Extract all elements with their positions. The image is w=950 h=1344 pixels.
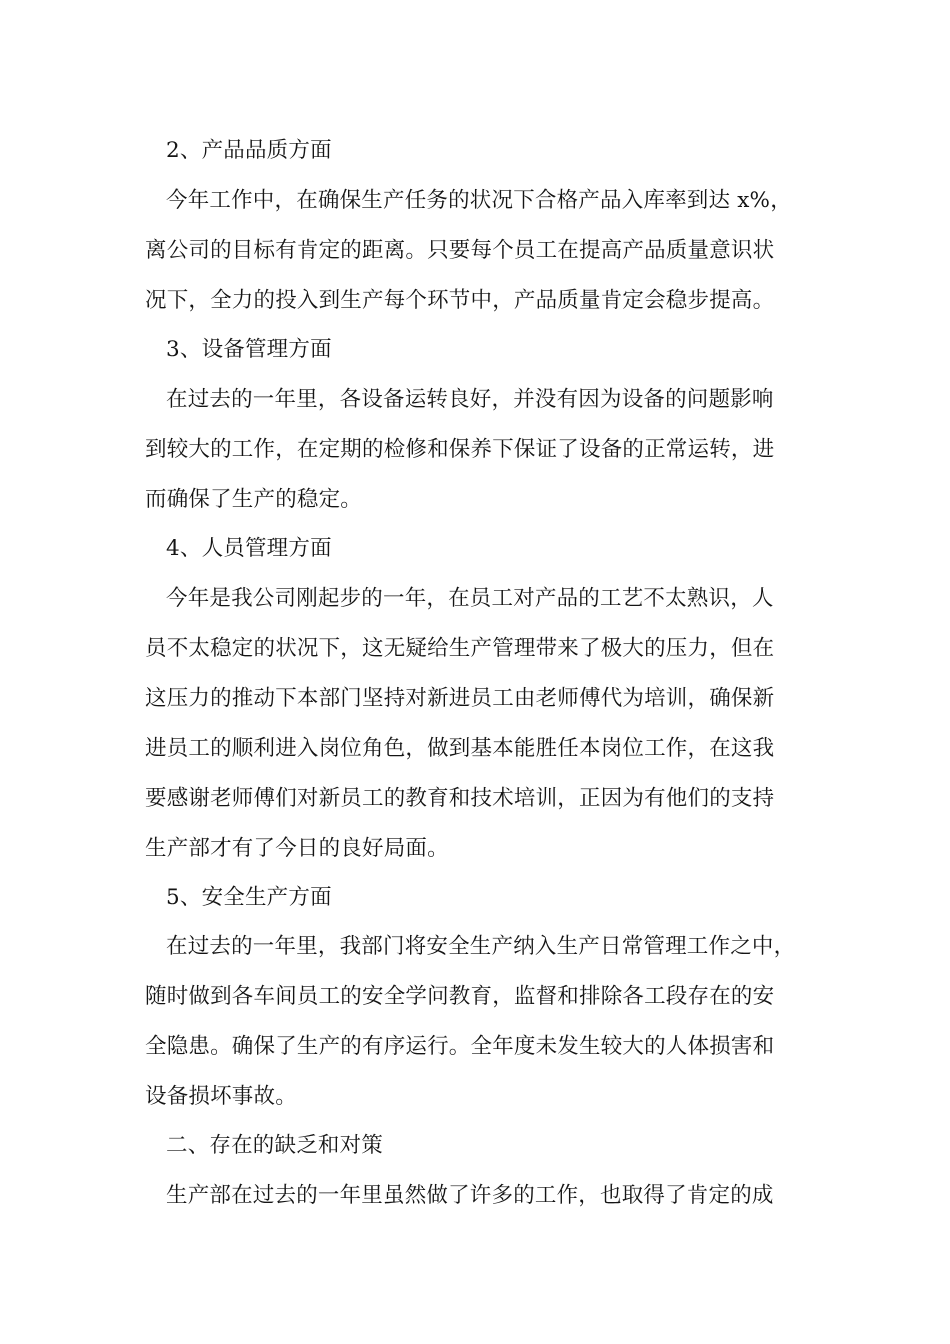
paragraph-line: 这压力的推动下本部门坚持对新进员工由老师傅代为培训，确保新 [145, 686, 775, 711]
paragraph-line: 生产部才有了今日的良好局面。 [145, 836, 449, 861]
paragraph-line: 员不太稳定的状况下，这无疑给生产管理带来了极大的压力，但在 [145, 636, 775, 661]
paragraph-line: 随时做到各车间员工的安全学问教育，监督和排除各工段存在的安 [145, 984, 775, 1009]
section-heading-safety-production: 5、安全生产方面 [166, 885, 332, 910]
section-heading-personnel-management: 4、人员管理方面 [166, 536, 332, 561]
paragraph-line: 今年工作中，在确保生产任务的状况下合格产品入库率到达 x%， [166, 188, 792, 213]
section-heading-equipment-management: 3、设备管理方面 [166, 337, 332, 362]
paragraph-line: 到较大的工作，在定期的检修和保养下保证了设备的正常运转，进 [145, 437, 775, 462]
paragraph-line: 生产部在过去的一年里虽然做了许多的工作，也取得了肯定的成 [166, 1183, 774, 1208]
section-heading-product-quality: 2、产品品质方面 [166, 138, 332, 163]
paragraph-line: 在过去的一年里，我部门将安全生产纳入生产日常管理工作之中， [166, 934, 796, 959]
paragraph-line: 全隐患。确保了生产的有序运行。全年度未发生较大的人体损害和 [145, 1034, 775, 1059]
paragraph-line: 在过去的一年里，各设备运转良好，并没有因为设备的问题影响 [166, 387, 774, 412]
paragraph-line: 要感谢老师傅们对新员工的教育和技术培训，正因为有他们的支持 [145, 786, 775, 811]
paragraph-line: 今年是我公司刚起步的一年，在员工对产品的工艺不太熟识，人 [166, 586, 774, 611]
paragraph-line: 设备损坏事故。 [145, 1084, 297, 1109]
paragraph-line: 况下，全力的投入到生产每个环节中，产品质量肯定会稳步提高。 [145, 288, 775, 313]
section-heading-shortcomings: 二、存在的缺乏和对策 [166, 1133, 384, 1158]
paragraph-line: 进员工的顺利进入岗位角色，做到基本能胜任本岗位工作，在这我 [145, 736, 775, 761]
paragraph-line: 离公司的目标有肯定的距离。只要每个员工在提高产品质量意识状 [145, 238, 775, 263]
paragraph-line: 而确保了生产的稳定。 [145, 487, 363, 512]
